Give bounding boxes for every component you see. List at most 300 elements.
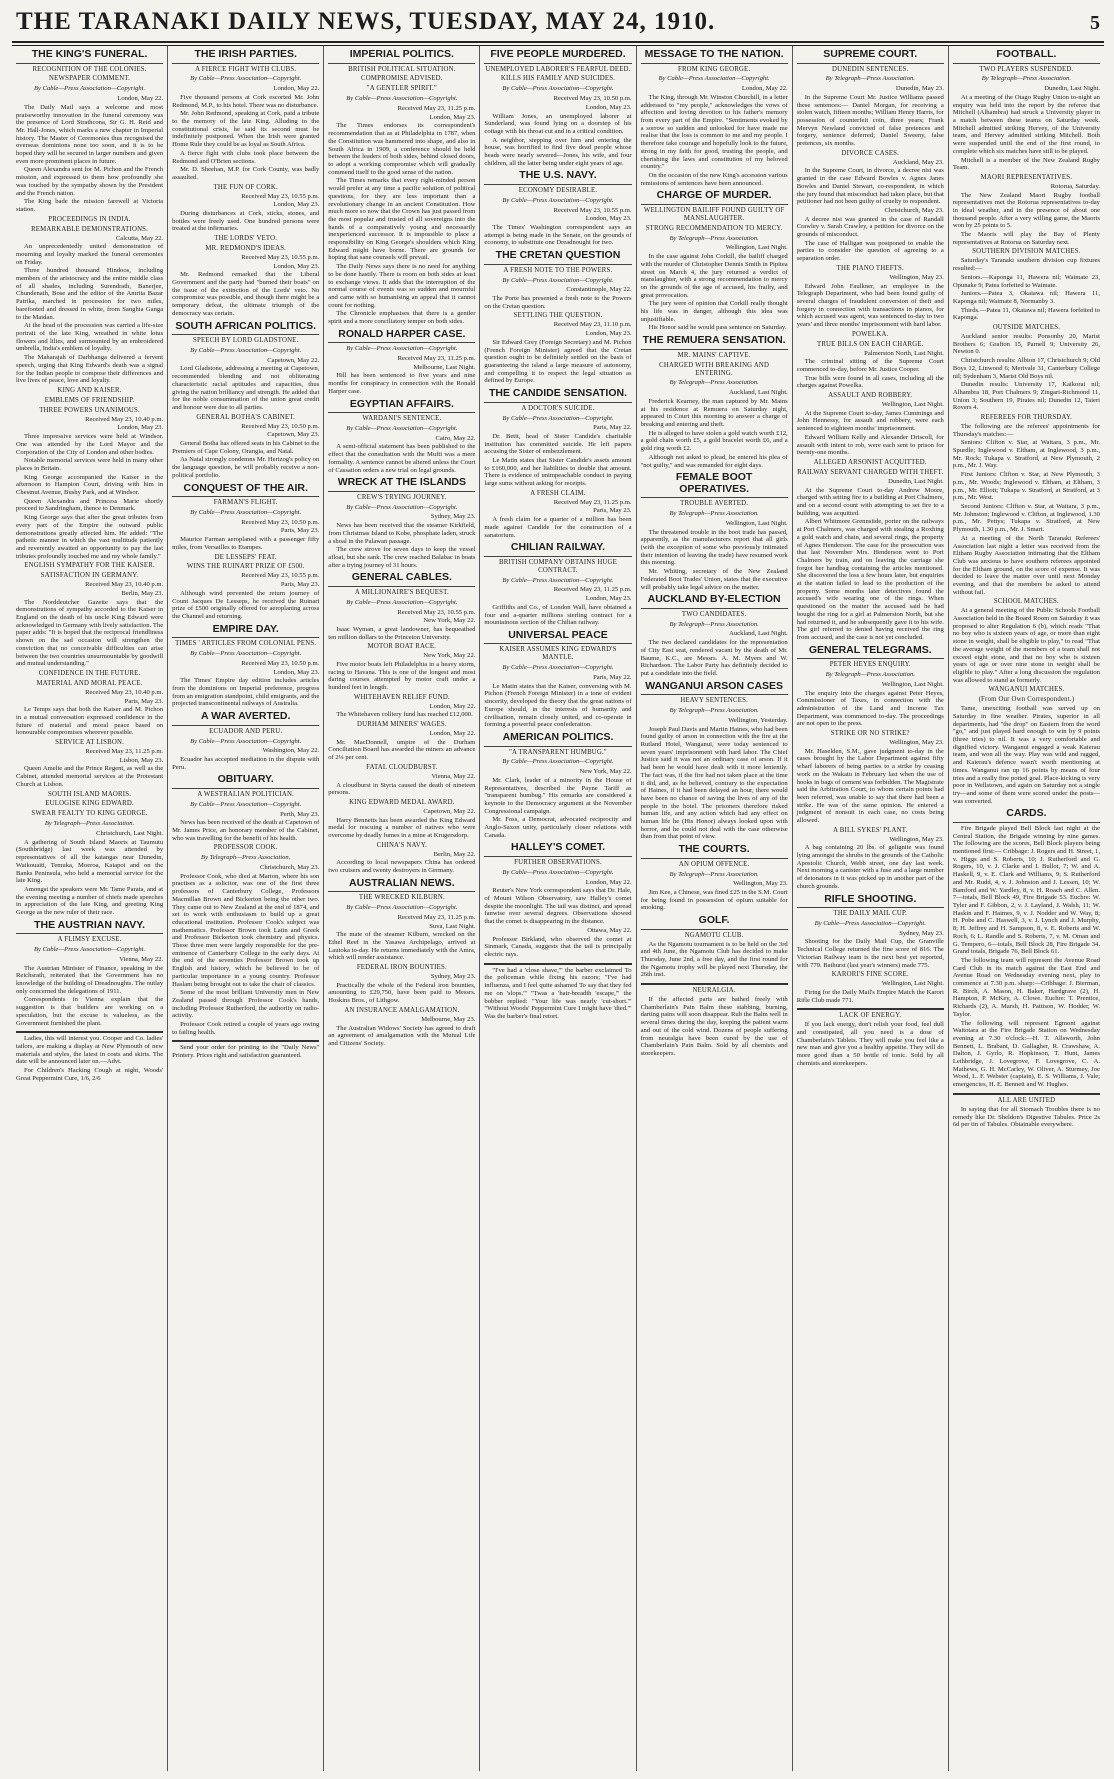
subheading: TIMES ' ARTICLES FROM COLONIAL PENS. (175, 640, 317, 648)
dateline: Washington, May 22. (262, 747, 320, 755)
subheading: A FRESH CLAIM. (530, 489, 586, 497)
paragraph: Juniors.—Patea 3, Okaiawa nil; Hawera 11, Kaponga nil; Waimate 8, Normanby 3. (952, 290, 1100, 305)
headline: THE AUSTRIAN NAVY. (16, 920, 163, 935)
dateline: Received May 23, 10.40 p.m. (85, 415, 164, 423)
paragraph: A fresh claim for a quarter of a million has been made against Candide for the construction of a sanatorium. (484, 516, 632, 539)
paragraph: Fire Brigade played Bell Block last night at the Central Station, the Brigade winning by nine games. The following are the scores, Bell Block players being mentioned first:— Cribbage: J. Rogers and H. Street, 1, v. Higgs and S. Roberts, 10; J. Rutherford and G. Rogers, 10, v. J. Clarke and I. Bullot, 7; W. and A. Haskell, 9, v. E. Clark and Williams, 9; S. Rutherford and Mr. Rudd, 4, v. J. Johnston and J. Lessen, 10; W. Bamford and W. Yardley, 8, v. H. Roach and C. Allen. 7—totals, Bell Block 49, Fire Brigade 53. Euchre: W. Tyler and F. Gibbon, 2, v. J. Layland, J. Walsh, 11; W. Haskin and F. Haimes, 9, v. J. Nodder and W. Way, 8; H. Pobe and C. Haswell, 3, v. J. Lynch and J. Murphy, 8; H. Jeffrey and H. Sampson, 8, v. E. Roberts and W. Roch, 6; L. Randle and S. Roberts, 7, v. M. Oman and G. Tempero, 6—totals, Bell Block 28, Fire Brigade 34. Grand totals, Brigade 76, Bell Block 61. (952, 824, 1100, 956)
article (328, 49, 475, 326)
dateline: London, May 23. (117, 424, 164, 432)
paragraph: Mr. Foss, a Democrat, advocated reciprocity and Anglo-Saxon unity, particularly closer relations with Canada. (484, 816, 632, 839)
subheading: MAORI REPRESENTATIVES. (980, 173, 1073, 181)
dateline: Paris, May 23. (280, 527, 320, 535)
subheading: POWELKA. (852, 330, 889, 338)
dateline: London, May 23. (429, 113, 476, 121)
article (797, 645, 944, 891)
dateline: New York, May 22. (423, 617, 476, 625)
subheading: KILLS HIS FAMILY AND SUICIDES. (500, 75, 616, 83)
byline: By Cable—Press Association—Copyright. (190, 737, 302, 745)
paragraph: The case of Halligan was postponed to enable the parties to consider the question of agreeing to a separation order. (796, 239, 944, 263)
dateline: Wellington, May 23. (733, 880, 788, 888)
byline: By Cable—Press Association—Copyright. (346, 425, 458, 432)
paragraph: The following will represent Egmont against Waitotara at the Fire Brigade Station on Wednesday evening at 7.30 o'clock:—H. T. Allsworth, John Bennett, L. Brabant, D. Gallagher, R. Crawshaw, A. Dalton, J. Gyrlo, R. Hopkinson, T. Hunt, James Lethbridge, J. Lovegrove, F. Lovegrove, C. A. Mathews, G. H. McCarley, W. Oliver, A. Sturmey, Joe Wood, L. F. Webster (captain), E. S. Williams, J. Vale; emergencies, H. E. Bennett and W. Hughes. (952, 1019, 1100, 1089)
dateline: London, May 22. (429, 702, 476, 710)
paragraph: King George accompanied the Kaiser in the afternoon to Hampton Court, driving with him in Chestnut Avenue, Bushy Park, and at Windsor. (16, 473, 164, 497)
subheading: KING EDWARD MEDAL AWARD. (349, 798, 455, 806)
headline: WANGANUI ARSON CASES (641, 681, 788, 696)
subheading: THE FUN OF CORK. (213, 183, 278, 191)
dateline: Wellington, May 23. (889, 835, 944, 843)
subheading: REMARKABLE DEMONSTRATIONS. (31, 225, 149, 233)
subheading: TROUBLE AVERTED. (680, 500, 749, 508)
paragraph: Mr. Redmond remarked that the Liberal Government and the party had "burned their boats" on the issue of the extinction of the Lords' veto. No compromise was possible, and though there might be a temporary defeat, the ultimate triumph of the democracy was certain. (172, 271, 320, 317)
subheading: AN INSURANCE AMALGAMATION. (344, 1006, 460, 1014)
byline: By Cable—Press Association—Copyright. (502, 196, 614, 204)
subheading: SATISFACTION IN GERMANY. (40, 572, 139, 580)
subheading: TWO PLAYERS SUSPENDED. (979, 65, 1074, 73)
paragraph: Joseph Paul Davis and Martin Haines, who had been found guilty of arson in connection with the fire at the Rutland Hotel, Wanganui, were today sentenced to seven years' imprisonment with hard labor. The Chief Justice said it was not an ordinary case of arson. If it had been he would have dealt with it more leniently. The fact was, if the fire had not taken place at the time it did, and, as he believed, contrary to the expectation of Haines, if it had been delayed an hour, there would have been no chance of saving the lives of any of the people in the hotel. The prisoners therefore risked human life, and any action which had any effect on human life he (His Honor) always looked upon with horror, and he could not deal with the case otherwise than from that point of view. (640, 725, 788, 841)
headline: WRECK AT THE ISLANDS (328, 477, 475, 492)
paragraph: Edward John Faulkner, an employee in the Telegraph Department, who had been found guilty of several charges of fraudulent conversion of theft and forgery in connection with transactions in pianos, for which accused was agent, was sentenced to-day to two years' and three months' imprisonment with hard labor. (796, 282, 944, 329)
dateline: Wellington, Last Night. (881, 680, 944, 688)
byline: By Cable—Press Association—Copyright. (814, 920, 926, 928)
dateline: Received May 23, 11.10 p.m. (553, 321, 632, 329)
byline: By Cable—Press Association—Copyright. (502, 664, 614, 672)
article (641, 844, 788, 912)
headline: EGYPTIAN AFFAIRS. (328, 399, 475, 414)
article (172, 321, 319, 480)
subheading: SOUTH ISLAND MAORIS. (48, 790, 132, 798)
dateline: Received May 23, 11.25 p.m. (553, 586, 632, 594)
byline: By Telegraph—Press Association. (669, 234, 759, 242)
paragraph: Professor Birkland, who observed the comet at Sinmark, Canada, suggests that the tail is principally electric rays. (484, 935, 632, 958)
paragraph: William Jones, an unemployed laborer at Sunderland, was found lying on a doorstep of his cottage with his throat cut and in a critical condition. (484, 112, 632, 135)
dateline: London, May 22. (273, 85, 320, 93)
subheading: BRITISH POLITICAL SITUATION. (348, 65, 456, 73)
byline: By Telegraph—Press Association. (44, 820, 135, 828)
subheading: ENGLISH SYMPATHY FOR THE KAISER. (24, 562, 155, 570)
subheading: RECOGNITION OF THE COLONIES. (32, 65, 147, 73)
dateline: Vienna, May 22. (431, 772, 476, 780)
headline: CHARGE OF MURDER. (641, 190, 788, 205)
dateline: Perth, May 23. (280, 810, 320, 818)
subheading: UNEMPLOYED LABORER'S FEARFUL DEED. (485, 65, 631, 73)
divider (953, 1093, 1100, 1095)
dateline: Received May 23, 10.55 p.m. (241, 572, 320, 580)
paragraph: Seniors.—Kaponga 11, Hawera nil; Waimate 23, Opunake 9; Patea forfeited to Waimate. (952, 273, 1100, 289)
subheading: THE LORDS' VETO. (214, 235, 278, 243)
article (641, 335, 788, 469)
paragraph: Hill has been sentenced to five years and nine months for conspiracy in connection with the Ronald Harper case. (328, 372, 476, 395)
headline: THE REMUERA SENSATION. (641, 335, 788, 350)
paragraph: If the affected parts are bathed freely with Chamberlain's Pain Balm these stabbing, burning, darting pains will soon disappear. Rub the Balm well in several times during the day, keeping the patient warm and out of the cold wind. Dozens of people suffering from neuralgia have been cured by the use of Chamberlain's Pain Balm. Sold by all chemists and storekeepers. (640, 996, 788, 1057)
byline: By Cable—Press Association—Copyright. (190, 347, 302, 355)
article (953, 808, 1100, 1129)
paragraph: The Times' Washington correspondent says an attempt is being made in the Senate, on the grounds of economy, to substitute one Dreadnought for two. (484, 224, 632, 247)
byline: By Cable—Press Association—Copyright. (502, 758, 614, 766)
headline: OBITUARY. (172, 774, 319, 789)
paragraph: Queen Alexandra and Princess Marie shortly proceed to Sandringham, thence to Denmark. (16, 497, 164, 513)
subheading: SETTLING THE QUESTION. (513, 312, 603, 320)
dateline: Paris, May 22. (593, 674, 632, 682)
paragraph: Le Matin states that Sister Candide's assets amount to £160,000, and her liabilities to double that amount. There is evidence of unimpeachable conduct in paying large sums without asking for receipts. (484, 457, 632, 488)
paragraph: Harry Bennetts has been awarded the King Edward medal for rescuing a number of natives who were overcome by deadly fumes in a mine at Krugersdorp. (328, 816, 476, 839)
headline: THE IRISH PARTIES. (172, 49, 319, 64)
paragraph: According to local newspapers China has ordered two cruisers and twenty destroyers in Germany. (328, 859, 476, 875)
headline: A WAR AVERTED. (172, 711, 319, 726)
paragraph: Three impressive services were held at Windsor. One was attended by the Lord Mayor and the Corporation of the City of London and other bodies. (16, 433, 164, 456)
paragraph: Tame, unexciting football was served up on Saturday in fine weather. Pirates, superior in all departments, had "the drop" on Eastern from the word "go," and just played hard enough to win by 9 points (three tries) to nil. It was a very comfortable and dignified victory. Wanganui engaged a weak Kaierau team, and won all the way. Play was wild and ragged, and Kaierau's defence wasn't worth mentioning at times. Wanganui ran up 16 points by means of four tries and a really fine potted goal. Place-kicking is very poor in Wellstown, and again on Saturday not a single try—and some of them were scored under the posts—was converted. (952, 705, 1100, 805)
dateline: Calcutta, May 22. (115, 234, 164, 242)
subheading: SCHOOL MATCHES. (993, 598, 1059, 606)
paragraph: Mr. D. Sheehan, M.P. for Cork County, was badly assaulted. (172, 166, 320, 181)
paragraph: Isaac Wyman, a great landowner, has bequeathed ten million dollars to the Princeton University. (328, 625, 476, 641)
paragraph: The Maharajah of Darbhanga delivered a fervent speech, urging that King Edward's death was a signal for the Indian people to compose their differences and live lives of peace, love and loyalty. (16, 354, 164, 385)
paragraph: News has been received that the steamer Kirkfield, from Christmas Island to Kobe, phosphate laden, struck a shoal in the Palawan passage. (328, 522, 476, 545)
paragraph: Reuter's New York correspondent says that Dr. Hale, of Mount Wilson Observatory, saw Halley's comet despite the moonlight. The tail was distinct, and spread fanwise over several degrees. Observations showed that the comet is disappearing in the distance. (484, 887, 632, 926)
headline: GENERAL CABLES. (328, 572, 475, 587)
paragraph: On the occasion of the new King's accession various remissions of sentences have been announced. (640, 171, 788, 187)
headline: CONQUEST OF THE AIR. (172, 483, 319, 498)
paragraph: The Times' Empire day edition includes articles from the dominions on Imperial preference, progress from an emigration standpoint, child emigrants, and the projected transcontinental railways of Australia. (172, 677, 320, 708)
paragraph: The Porte has presented a fresh note to the Powers on the Cretan question. (484, 295, 632, 310)
paragraph: The following team will represent the Avenue Road Card Club in its match against the East End and Avenue Road on Wednesday evening next, play to commence at 7.30 p.m. sharp:—Cribbage: J. Bierman, R. Birch, A. Mason, H. Baker, Hardgrave (2), H. Hampton, P. McKey, A. Clowe. Euchre: T. Prentice, Richards (2), A. Marsh, H. Pattison, W. Hodder, W. Taylor. (952, 956, 1100, 1018)
article (484, 388, 631, 539)
paragraph: Practically the whole of the Federal iron bounties, amounting to £29,750, have been paid to Messrs. Hoskins Bros., of Lithgow. (328, 981, 476, 1005)
paragraph: Notable memorial services were held in many other places in Britain. (16, 457, 164, 472)
byline: By Telegraph—Press Association. (669, 870, 759, 878)
dateline: Paris, May 23. (280, 581, 320, 589)
paragraph: As Natal strongly condemns Mr. Hertzog's policy on the language question, he will probably receive a non-political portfolio. (172, 456, 320, 479)
dateline: Lisbon, May 23. (119, 756, 164, 764)
paragraph: Some of the most brilliant University men in New Zealand passed through Professor Cook's hands, including Professor Rutherford, the authority on radio-activity. (172, 989, 320, 1020)
subheading: GENERAL BOTHA'S CABINET. (196, 413, 296, 421)
divider (641, 983, 788, 985)
masthead (12, 8, 1104, 43)
paragraph: At a meeting of the North Taranaki Referees' Association last night a letter was received from the Eltham Rugby Association intimating that the Eltham Club was anxious to have southern referees appointed for the Eltham ground, on the score of expense. It was decided to leave the matter over until next Monday evening, and that the members be asked to attend without fail. (952, 534, 1100, 596)
subheading: FATAL CLOUDBURST. (366, 763, 438, 771)
paragraph: Dunedin results: University 17, Kaikorai nil; Alhambra 18, Port Chalmers 9; Zingari-Richmond 11, Union 3; Southern 19, Pirates nil; Dunedin 12, Taieri Rovers 4. (952, 381, 1100, 412)
article (16, 920, 163, 1083)
page-number: 5 (1090, 12, 1100, 34)
paragraph: The crew strove for seven days to keep the vessel afloat, but she sank. The crew reached Balabac in boats after a trying journey of 31 hours. (328, 546, 476, 569)
headline: HALLEY'S COMET. (484, 842, 631, 857)
paragraph: If you lack energy, don't relish your food, feel dull and constipated, all you need is a dose of Chamberlain's Tablets. They will make you feel like a new man and give you a healthy appetite. They will do more good than a 50 bottle of tonic. Sold by all chemists and storekeepers. (796, 1021, 944, 1067)
dateline: New York, May 22. (579, 768, 632, 776)
dateline: Christchurch, Last Night. (96, 830, 164, 838)
dateline: Wellington, Last Night. (725, 244, 788, 252)
subheading: ECONOMY DESIRABLE. (518, 187, 598, 194)
column-1 (12, 46, 168, 1771)
paragraph: Sir Edward Grey (Foreign Secretary) and M. Pichon (French Foreign Minister) agreed that the Cretan question ought to be definitely settled on the basis of guaranteeing the island a large measure of autonomy, and compelling it to respect the legal situation as defined by Europe. (484, 338, 632, 385)
dateline: Received May 23, 11.25 p.m. (397, 913, 476, 921)
headline: SUPREME COURT. (797, 49, 944, 64)
dateline: Wellington, May 23. (889, 738, 944, 746)
dateline: Received May 23, 10.55 p.m. (397, 608, 476, 616)
paragraph: A semi-official statement has been published to the effect that the consultation with the Mufti was a mere formality. A sentence cannot be altered unless the Court of Cassation orders a new trial on legal grounds. (328, 443, 476, 474)
dateline: Palmerston North, Last Night. (864, 349, 944, 357)
subheading: ECUADOR AND PERU. (209, 727, 283, 735)
paragraph: The mate of the steamer Kilburn, wrecked on the Ethel Reef in the Yasawa Archipelago, arrived at Lautoka to-day. He returns immediately with the Amra, which will render assistance. (328, 931, 476, 962)
paragraph: Lord Gladstone, addressing a meeting at Capetown, recommended blending and not obliterating characteristic racial aptitudes and capacities, thus giving the nation brilliancy and strength. He added that for the noble consummation of the union great credit and honour were due to all parties. (172, 365, 320, 411)
paragraph: Christchurch results: Albion 17, Christchurch 9; Old Boys 12, Linwood 6; Merivale 31, Canterbury College nil; Sydenham 3, Marist Old Boys nil. (952, 357, 1100, 380)
paragraph: Mitchell is a member of the New Zealand Rugby Team. (952, 156, 1100, 172)
headline: THE CRETAN QUESTION (484, 250, 631, 265)
dateline: Berlin, May 23. (121, 589, 164, 597)
dateline: Sydney, May 23. (899, 929, 944, 937)
subheading: DUNEDIN SENTENCES. (832, 65, 909, 73)
dateline: Cairo, May 22. (435, 434, 476, 442)
headline: FOOTBALL. (953, 49, 1100, 64)
byline: By Telegraph—Press Association. (669, 707, 759, 715)
subheading: PETER HEYES ENQUIRY. (829, 661, 911, 669)
paragraph: Mr. Whiting, secretary of the New Zealand Federated Boot Trades' Union, states that the executive will probably take legal advice on the matter. (640, 568, 788, 591)
paragraph: Edward William Kelly and Alexander Driscoll, for assault with intent to rob, were each sent to prison for twenty-one months. (796, 433, 944, 457)
dateline: Capetown, May 22. (423, 807, 476, 815)
dateline: Received May 23, 10.50 p.m. (241, 422, 320, 430)
paragraph: The Australian Widows' Society has agreed to draft an agreement of amalgamation with the Mutual Life and Citizens' Society. (328, 1024, 476, 1047)
byline: By Telegraph—Press Association. (669, 620, 759, 628)
dateline: Wellington, Last Night. (881, 980, 944, 988)
subheading: "A GENTLER SPIRIT." (366, 85, 437, 93)
article (953, 49, 1100, 805)
paragraph: The two declared candidates for the representation of City East seat, rendered vacant by the death of Mr. Baume, K.C., are Messrs. A. M. Myers and W. Richardson. The Labor Party has definitely decided to put a candidate into the field. (640, 639, 788, 677)
byline: By Telegraph—Press Association. (201, 854, 291, 862)
subheading: WELLINGTON BAILIFF FOUND GUILTY OF MANSLAUGHTER. (643, 206, 785, 222)
subheading: SPEECH BY LORD GLADSTONE. (192, 337, 299, 345)
subheading: ASSAULT AND ROBBERY. (828, 392, 913, 400)
dateline: Auckland, Last Night. (729, 630, 788, 638)
article (641, 49, 788, 187)
subheading: ALL ARE UNITED (997, 1096, 1056, 1104)
paragraph: The Times remarks that every right-minded person would prefer at any time a pacific solution of political questions, for they are less important than a revolutionary change in an ancient Constitution. How much more so now that the Crown has just passed from the most popular and trusted of all sovereigns into the hands of a comparatively young and necessarily inexperienced successor. It is impossible to place a responsibility on King George's shoulders which King Edward might have borne. There are grounds for hoping that sane counsels will prevail. (328, 177, 476, 262)
byline: By Cable—Press Association—Copyright. (346, 95, 458, 103)
dateline: Auckland, Last Night. (729, 389, 788, 397)
article (484, 732, 631, 840)
paragraph: Mr. MacDonnell, umpire of the Durham Conciliation Board has awarded the miners an advance of 2¼ per cent. (328, 738, 476, 762)
dateline: Received May 23, 10.55 p.m. (241, 192, 320, 200)
paragraph: News has been received of the death at Capetown of Mr. James Price, an honorary member of the Cabinet, who was travelling for the benefit of his health. (172, 819, 320, 842)
paragraph: The criminal sitting of the Supreme Court commenced to-day, before Mr. Justice Cooper. (796, 358, 944, 374)
dateline: Received May 23, 10.50 p.m. (241, 659, 320, 667)
subheading: SERVICE AT LISBON. (55, 739, 124, 747)
headline: IMPERIAL POLITICS. (328, 49, 475, 64)
paragraph: The threatened trouble in the boot trade has passed, apparently, as the manufacturers report that all girls (with the exception of some who previously intimated their intention of leaving the trade) have resumed work this morning. (640, 528, 788, 567)
dateline: Dunedin, Last Night. (888, 477, 944, 485)
paragraph: Queen Alexandra sent for M. Pichon and the French mission, and expressed to them how profoundly she was touched by the sympathy shown by the President and the French nation. (16, 166, 164, 197)
byline: By Cable—Press Association—Copyright. (502, 276, 614, 284)
paragraph: Firing for the Daily Mail's Empire Match the Karori Rifle Club made 771. (796, 988, 944, 1004)
paragraph: The following are the referees' appointments for Thursday's matches:— (952, 422, 1100, 438)
paragraph: The Daily Mail says a welcome and most praiseworthy innovation in the funeral ceremony was the presence of Lord Strathcona, Sir G. H. Reid and Mr. Hall-Jones, which marks a new chapter in Imperial history. The Master of Ceremonies thus recognised the overseas dominions none too soon, and it is to be hoped they will be secured in larger numbers and given even more prominent places in future. (16, 103, 164, 165)
paragraph: King George says that after the great tributes from every part of the Empire the outward public demonstrations greatly affected him. He added: "The pathetic manner in which the vast multitude patiently and reverently awaited an opportunity to pay the last tributes profoundly touched me and my whole family." (16, 514, 164, 560)
article (172, 49, 319, 318)
paragraph: "I've had a 'close shave,'" the barber exclaimed To the policeman while fixing his razors; "I've had influenza, and I feel quite ashamed To say that they fed me on 'slops.'" "Twas a 'hair-breadth 'escape,'" the bobber replied: "Your life was nearly 'cut-short.'" "Without Woods' Peppermint Cure I might have 'died.'" Was the barber's final retort. (484, 966, 632, 1020)
headline: RIFLE SHOOTING. (797, 894, 944, 909)
divider (172, 1040, 319, 1042)
paragraph: Dr. Betit, head of Sister Candide's charitable institution has committed suicide. He left papers accusing the Sister of embezzlement. (484, 432, 632, 456)
subheading: OUTSIDE MATCHES. (992, 324, 1061, 332)
dateline: Christchurch, May 23. (259, 863, 320, 871)
paragraph: A bag containing 20 lbs. of gelignite was found lying amongst the shrubs in the grounds of the Catholic Apostolic Church, Webb street, one day last week. Next morning a canister with a fuse and a large number of detonators in it was picked up in another part of the church grounds. (796, 844, 944, 890)
paragraph: The Times endorses its correspondent's recommendation that as at Philadelphia in 1787, when the Constitution was hammered into shape, and also in South Africa in 1909, a conference should be held between the leaders of both sides, behind closed doors, to adopt a working compromise which will gradually commend itself to the good sense of the nation. (328, 122, 476, 176)
headline: MESSAGE TO THE NATION. (641, 49, 788, 64)
dateline: London, May 23. (273, 201, 320, 209)
subheading: A FIERCE FIGHT WITH CLUBS. (195, 65, 297, 73)
headline: AUSTRALIAN NEWS. (328, 878, 475, 893)
dateline: London, May 23. (585, 330, 632, 338)
headline: GOLF. (641, 915, 788, 930)
article (641, 594, 788, 677)
subheading: ALLEGED ARSONIST ACQUITTED. (813, 459, 927, 466)
dateline: Wellington, Last Night. (725, 519, 788, 527)
subheading: KARORI'S FINE SCORE. (831, 971, 909, 979)
article (328, 399, 475, 475)
subheading: DE LESSEPS' FEAT. (214, 553, 277, 561)
byline: By Cable—Press Association—Copyright. (502, 868, 614, 876)
paragraph: The Maoris will play the Bay of Plenty representatives at Rotorua on Saturday next. (952, 231, 1100, 246)
subheading: MATERIAL AND MORAL PEACE. (36, 679, 143, 687)
dateline: London, May 23. (585, 215, 632, 223)
byline: By Cable—Press Association—Copyright. (658, 75, 770, 83)
paragraph: Although not asked to plead, he entered his plea of "not guilty," and was remanded for eight days. (640, 453, 788, 469)
byline: By Cable—Press Association—Copyright. (33, 85, 146, 93)
dateline: Received May 23, 11.25 p.m. (397, 105, 476, 113)
article (328, 878, 475, 1048)
byline: By Telegraph—Press Association. (669, 379, 759, 387)
article (641, 681, 788, 841)
columns (12, 45, 1104, 1771)
paragraph: The enquiry into the charges against Peter Heyes, Commissioner of Taxes, in connection with the administration of the Land and Income Tax Department, was commenced to-day. The proceedings are not open to the press. (796, 689, 944, 728)
dateline: London, May 22. (585, 878, 632, 886)
subheading: FURTHER OBSERVATIONS. (514, 859, 602, 867)
paragraph: Auckland senior results: Ponsonby 20, Marist Brothers 6; Grafton 15, Parnell 9; University 26, Newton 0. (952, 332, 1100, 356)
dateline: Berlin, May 22. (433, 850, 476, 858)
subheading: CREW'S TRYING JOURNEY. (357, 493, 447, 501)
subheading: WHITEHAVEN RELIEF FUND. (353, 693, 450, 701)
subheading: WANGANUI MATCHES. (988, 686, 1065, 694)
dateline: Constantinople, May 22. (566, 286, 632, 294)
paragraph: The Austrian Minister of Finance, speaking in the Reichsrath, reiterated that the Government has no knowledge of the building of Dreadnoughts. The outlay only concerned the delegations of 1911. (16, 964, 164, 995)
paragraph: Send your order for printing to the "Daily News" Printery. Prices right and satisfaction guaranteed. (172, 1044, 320, 1060)
divider (797, 1008, 944, 1010)
byline: By Telegraph—Press Association. (981, 75, 1072, 83)
subheading: WINS THE RUINART PRIZE OF £500. (186, 563, 305, 571)
column-2 (168, 46, 324, 1771)
dateline: Received May 23, 11.25 p.m. (85, 748, 164, 756)
dateline: Received May 23, 11.25 p.m. (553, 498, 632, 506)
paragraph: The Daily News says there is no need for anything to be done hastily. There is room on both sides at least to exchange views. It adds that the interruption of the normal course of events was so sudden and mournful and came with so humanising an appeal that it cannot count for nothing. (328, 263, 476, 309)
subheading: (From Our Own Correspondent.) (978, 696, 1075, 704)
paragraph: The jury were of opinion that Corkill really thought his life was in danger, although this idea was unjustifiable. (640, 300, 788, 323)
subheading: KAISER ASSUMES KING EDWARD'S MANTLE. (499, 646, 617, 662)
subheading: SOUTHERN DIVISION MATCHES. (972, 248, 1081, 256)
subheading: LACK OF ENERGY. (839, 1012, 902, 1020)
dateline: Received May 23, 10.55 p.m. (241, 253, 320, 261)
headline: THE KING'S FUNERAL. (16, 49, 163, 64)
subheading: TRUE BILLS ON EACH CHARGE. (816, 340, 924, 348)
dateline: London, May 23. (273, 668, 320, 676)
dateline: Vienna, May 22. (119, 955, 164, 963)
headline: FEMALE BOOT OPERATIVES. (641, 472, 788, 498)
subheading: THREE POWERS UNANIMOUS. (39, 406, 140, 414)
byline: By Cable—Press Association—Copyright. (502, 414, 614, 422)
dateline: Paris, May 23. (124, 697, 164, 705)
dateline: Rotorua, Saturday. (1050, 182, 1100, 190)
dateline: Auckland, May 23. (892, 158, 944, 166)
subheading: AN OPIUM OFFENCE. (678, 860, 750, 868)
paragraph: Saturday's Taranaki southern division cup fixtures resulted:— (952, 257, 1100, 273)
paragraph: Mr. John Redmond, speaking at Cork, paid a tribute to the memory of the late King. Alluding to the constitutional crisis, he said its second must be indefinitely postponed. When the Irish were granted Home Rule they could be as loyal as South Africa. (172, 110, 320, 149)
paragraph: Professor Cook retired a couple of years ago owing to failing health. (172, 1021, 320, 1036)
subheading: FEDERAL IRON BOUNTIES. (356, 964, 447, 972)
column-3 (324, 46, 480, 1771)
paragraph: Thirds.—Patea 11, Okaiawa nil; Hawera forfeited to Kaponga. (952, 306, 1100, 322)
article (484, 49, 631, 167)
paragraph: A cloudburst in Styria caused the death of nineteen persons. (328, 781, 476, 797)
article (484, 250, 631, 385)
column-7 (949, 46, 1104, 1771)
paragraph: At the head of the procession was carried a life-size portrait of the late King, wreathed in white lotus flowers and lilies, and surmounted by an embroidered umbrella, India's emblem of loyalty. (16, 322, 164, 353)
paragraph: Although wind prevented the return journey of Count Jacques De Lesseps, he received the Ruinart prize of £500 originally offered for aeroplaning across the Channel and returning. (172, 589, 320, 620)
paragraph: He is alleged to have stolen a gold watch worth £12, a gold chain worth £5, a gold bracelet worth £6, and a gold ring worth £2. (640, 429, 788, 453)
paragraph: At a general meeting of the Public Schools Football Association held in the Board Room on Saturday it was proposed to alter Regulation 6 (b), which reads "That no boy who is sixteen years of age, or more than eight stone in weight, shall be eligible to play," to read "That the average weight of the members of a team shall not exceed eight stone, and that no boy who is sixteen years of age or over nine stone in weight shall be eligible to play." After a long discussion the regulation was allowed to stand as formerly. (952, 607, 1100, 684)
article (172, 483, 319, 621)
paragraph: Five thousand persons at Cork escorted Mr. John Redmond, M.P., to his hotel. There was no disturbance. (172, 93, 320, 109)
subheading: THE PIANO THEFTS. (836, 264, 904, 272)
byline: By Cable—Press Association—Copyright. (346, 503, 458, 511)
paragraph: The Whitehaven colliery fund has reached £12,000. (336, 711, 473, 719)
headline: GENERAL TELEGRAMS. (797, 645, 944, 660)
byline: By Cable—Press Association—Copyright. (346, 345, 458, 353)
dateline: Dunedin, May 23. (895, 85, 944, 93)
subheading: STRONG RECOMMENDATION TO MERCY. (645, 224, 783, 232)
paragraph: Mr. Clark, leader of a minority in the House of Representatives, described the Payne Tariff as "transparent humbug." His remarks are considered a keynote to the Democracy argument at the November Congressional campaign. (484, 776, 632, 815)
paragraph: In saying that for all Stomach Troubles there is no remedy like Dr. Sheldon's Digestive Tabules. Price 2s 6d per tin of Tabules. Obtainable everywhere. (952, 1105, 1100, 1129)
article (484, 170, 631, 247)
article (16, 49, 163, 917)
article (641, 915, 788, 1058)
article (641, 472, 788, 591)
paragraph: As the Ngamotu tournament is to be held on the 3rd and 4th June, the Ngamotu Club has decided to make Thursday, June 2nd, a free day, and the first round for the Ngamotu trophy will be played next Thursday, the 26th inst. (640, 940, 788, 979)
dateline: Received May 23, 10.50 p.m. (553, 95, 632, 103)
subheading: EMBLEMS OF FRIENDSHIP. (44, 396, 135, 404)
headline: FIVE PEOPLE MURDERED. (484, 49, 631, 64)
paragraph: The King, through Mr. Winston Churchill, in a letter addressed to "my people," acknowledges the vows of affection and loving devotion to his father's memory from every part of the Empire. "Sentiments evoked by a sorrow so sudden and unlooked for have made me realise that the loss is common to me and my people. I therefore take courage and hopefully look to the future, strong in my faith for good, trusting the people, and cherishing the laws and constitution of my beloved country." (640, 93, 788, 171)
subheading: MR. REDMOND'S IDEAS. (205, 245, 287, 253)
dateline: Received May 23, 10.40 p.m. (85, 688, 164, 696)
dateline: Wellington, Yesterday. (728, 716, 788, 724)
paragraph: Seniors: Clifton v. Star, at Waitara, 3 p.m., Mr. Spurdle; Inglewood v. Eltham, at Inglewood, 3 p.m., Mr. Rock; Tukapa v. Stratford, at New Plymouth, 2 p.m., Mr. J. Way. (952, 439, 1100, 470)
article (797, 49, 944, 642)
subheading: A FLIMSY EXCUSE. (57, 936, 122, 944)
byline: By Cable—Press Association—Copyright. (190, 800, 302, 808)
paragraph: General Botha has offered seats in his Cabinet to the Premiers of Cape Colony, Orangia, and Natal. (172, 440, 320, 455)
dateline: Paris, May 23. (593, 507, 632, 515)
subheading: NEWSPAPER COMMENT. (49, 75, 131, 83)
dateline: Received May 23, 10.40 p.m. (85, 581, 164, 589)
byline: By Cable—Press Association—Copyright. (190, 75, 302, 83)
article (172, 711, 319, 771)
paragraph: Le Temps says that both the Kaiser and M. Pichon in a mutual conversation expressed confidence in the future of material and moral peace based on honourable compromises wherever possible. (16, 706, 164, 737)
paragraph: A neighbor, stepping over him and entering the house, was horrified to find five dead people whose heads were nearly severed—Jones, his wife, and four children, all the latter being under eight years of age. (484, 136, 632, 167)
divider (16, 1031, 163, 1033)
subheading: FARMAN'S FLIGHT. (213, 499, 278, 507)
dateline: Paris, May 22. (593, 424, 632, 432)
article (328, 572, 475, 874)
headline: THE U.S. NAVY. (484, 170, 631, 185)
subheading: KING AND KAISER. (57, 386, 122, 394)
byline: By Telegraph—Press Association. (825, 671, 915, 679)
